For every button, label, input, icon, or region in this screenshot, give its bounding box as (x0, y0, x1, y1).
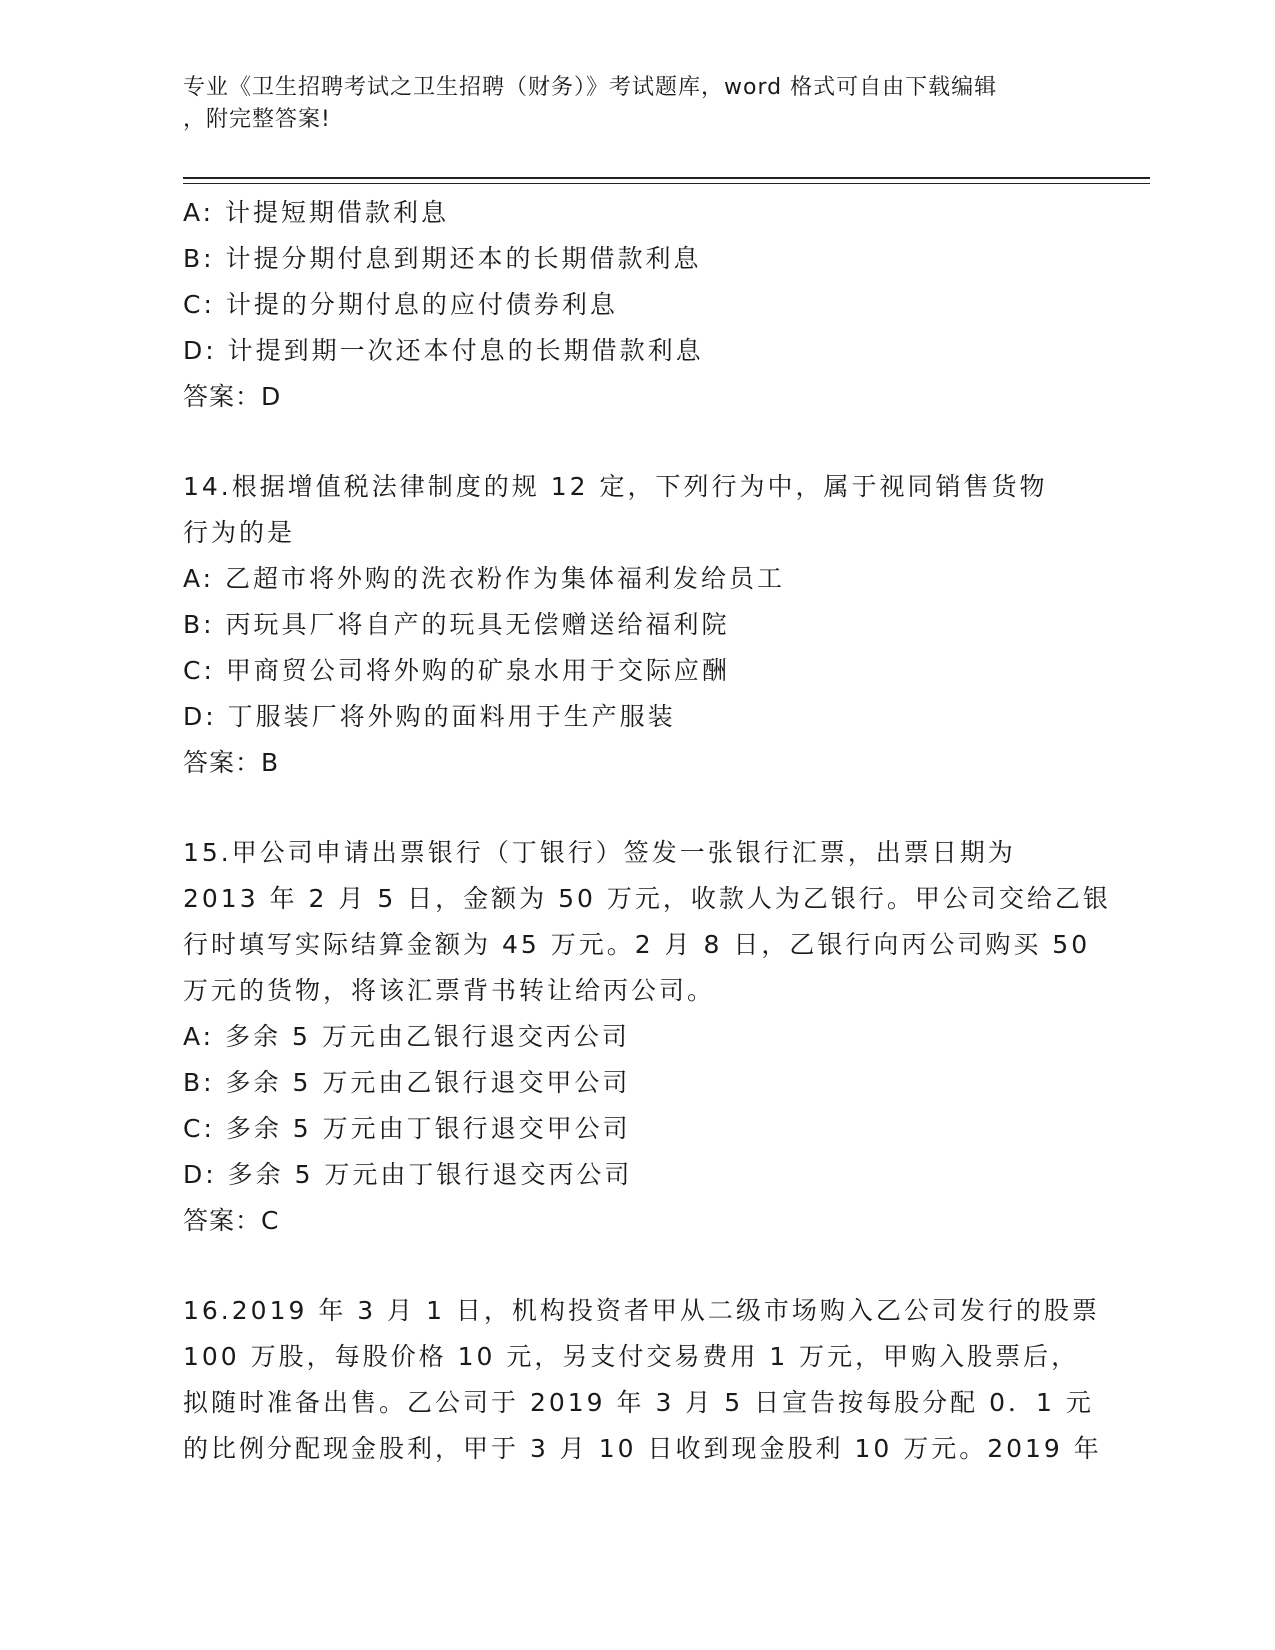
option-d: D: 丁服装厂将外购的面料用于生产服装 (183, 702, 676, 731)
question-stem-line: 2013 年 2 月 5 日，金额为 50 万元，收款人为乙银行。甲公司交给乙银 (183, 884, 1111, 913)
question-14 (183, 464, 1083, 786)
option-a: A: 乙超市将外购的洗衣粉作为集体福利发给员工 (183, 564, 786, 593)
answer: 答案：D (183, 382, 282, 411)
question-15 (183, 830, 1111, 1244)
question-stem-line: 行为的是 (183, 518, 296, 547)
answer: 答案：C (183, 1206, 280, 1235)
question-stem-line: 拟随时准备出售。乙公司于 2019 年 3 月 5 日宣告按每股分配 0．1 元 (183, 1388, 1094, 1417)
spacer (183, 786, 1083, 830)
option-d: D: 多余 5 万元由丁银行退交丙公司 (183, 1160, 633, 1189)
answer: 答案：B (183, 748, 280, 777)
option-b: B: 丙玩具厂将自产的玩具无偿赠送给福利院 (183, 610, 730, 639)
option-a: A: 多余 5 万元由乙银行退交丙公司 (183, 1022, 630, 1051)
option-c: C: 甲商贸公司将外购的矿泉水用于交际应酬 (183, 656, 730, 685)
spacer (183, 1244, 1083, 1288)
document-header (183, 72, 1063, 136)
question-16 (183, 1288, 1102, 1472)
question-13 (183, 190, 1083, 420)
option-b: B: 计提分期付息到期还本的长期借款利息 (183, 244, 702, 273)
header-line-1: 专业《卫生招聘考试之卫生招聘（财务）》考试题库，word 格式可自由下载编辑 (183, 75, 998, 100)
option-c: C: 多余 5 万元由丁银行退交甲公司 (183, 1114, 631, 1143)
header-divider-thin (183, 183, 1150, 184)
option-c: C: 计提的分期付息的应付债券利息 (183, 290, 618, 319)
option-d: D: 计提到期一次还本付息的长期借款利息 (183, 336, 704, 365)
question-stem-line: 的比例分配现金股利，甲于 3 月 10 日收到现金股利 10 万元。2019 年 (183, 1434, 1102, 1463)
question-stem-line: 16.2019 年 3 月 1 日，机构投资者甲从二级市场购入乙公司发行的股票 (183, 1296, 1100, 1325)
question-stem-line: 万元的货物，将该汇票背书转让给丙公司。 (183, 976, 716, 1005)
option-a: A: 计提短期借款利息 (183, 198, 450, 227)
question-content (183, 190, 1111, 1472)
spacer (183, 420, 1083, 464)
option-b: B: 多余 5 万元由乙银行退交甲公司 (183, 1068, 631, 1097)
header-line-2: ，附完整答案! (183, 107, 331, 132)
question-stem-line: 14.根据增值税法律制度的规 12 定，下列行为中，属于视同销售货物 (183, 472, 1048, 501)
question-stem-line: 行时填写实际结算金额为 45 万元。2 月 8 日，乙银行向丙公司购买 50 (183, 930, 1091, 959)
header-divider-thick (183, 177, 1150, 179)
question-stem-line: 15.甲公司申请出票银行（丁银行）签发一张银行汇票，出票日期为 (183, 838, 1016, 867)
question-stem-line: 100 万股，每股价格 10 元，另支付交易费用 1 万元，甲购入股票后， (183, 1342, 1080, 1371)
